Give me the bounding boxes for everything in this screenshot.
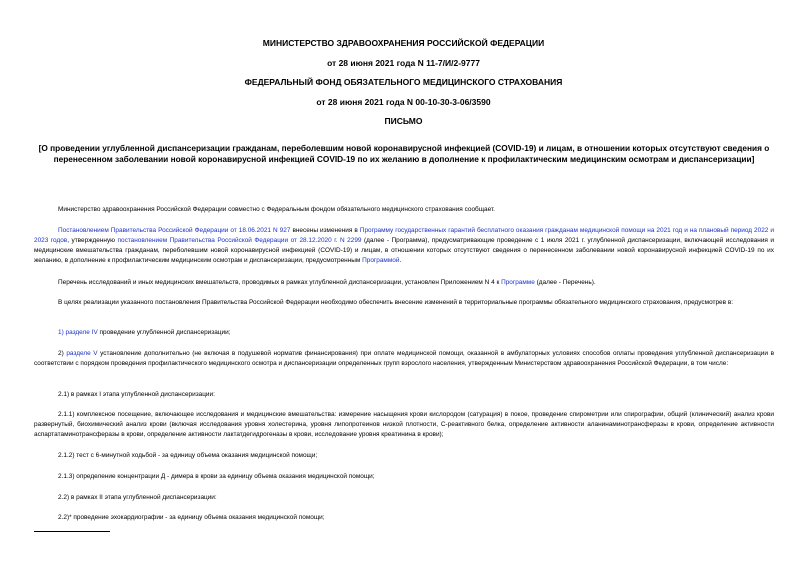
paragraph-text: 2.1.3) определение концентрации Д - димера в крови за единицу объема оказания медицинской помощи; bbox=[58, 473, 375, 480]
paragraph-text: . bbox=[399, 257, 402, 264]
fund-date: от 28 июня 2021 года N 00-10-30-3-06/3590 bbox=[316, 97, 491, 107]
paragraph-item-2-1-2 bbox=[34, 451, 774, 461]
paragraph-text: Министерство здравоохранения Российской Федерации совместно с Федеральным фондом обязательного медицинского страхования сообщает. bbox=[58, 206, 495, 213]
paragraph-text: 2.2)* проведение эхокардиографии - за единицу объема оказания медицинской помощи; bbox=[58, 514, 325, 521]
paragraph-intro bbox=[34, 205, 774, 215]
program-appendix-link[interactable]: Программе bbox=[501, 279, 535, 286]
paragraph-item-2 bbox=[34, 349, 774, 369]
paragraph-purpose bbox=[34, 298, 774, 308]
paragraph-item-2-2 bbox=[34, 493, 774, 503]
paragraph-text: В целях реализации указанного постановления Правительства Российской Федерации необходимо обеспечить внесение изменений в территориальные программы обязательного медицинского страхования, предусмотрев в: bbox=[58, 299, 734, 306]
decree-927-link[interactable]: Постановлением Правительства Российской Федерации от 18.06.2021 N 927 bbox=[58, 227, 291, 234]
paragraph-item-2-1-3 bbox=[34, 472, 774, 482]
ministry-heading: МИНИСТЕРСТВО ЗДРАВООХРАНЕНИЯ РОССИЙСКОЙ ФЕДЕРАЦИИ bbox=[262, 38, 545, 48]
decree-2299-link[interactable]: постановлением Правительства Российской Федерации от 28.12.2020 г. N 2299 bbox=[117, 237, 362, 244]
paragraph-text: (далее - Перечень). bbox=[534, 279, 596, 286]
paragraph-text: (далее - Программа), предусматривающие проведение с 1 июля 2021 г. углубленной диспансеризации, включающей исследования и медицинские вмешательства гражданам, переболевшим новой коронавирусной инфекцией (COVID-19) и лицам, в отношении которых отсутствуют сведения о перенесенном заболевании новой коронавирусной инфекцией COVID-19 по их желанию, в дополнение к профилактическим медицинским осмотрам и диспансеризации, предусмотренным bbox=[34, 237, 775, 264]
paragraph-text: 2) bbox=[58, 350, 67, 357]
paragraph-text: , утвержденную bbox=[67, 237, 118, 244]
fund-heading: ФЕДЕРАЛЬНЫЙ ФОНД ОБЯЗАТЕЛЬНОГО МЕДИЦИНСКОГО СТРАХОВАНИЯ bbox=[244, 77, 563, 87]
document-type: ПИСЬМО bbox=[384, 116, 423, 126]
paragraph-item-2-1 bbox=[34, 390, 774, 400]
document-title: [О проведении углубленной диспансеризации гражданам, переболевшим новой коронавирусной инфекцией (COVID-19) и лицам, в отношении которых отсутствуют сведения о перенесенном заболевании новой коронавирусной инфекцией COVID-19 по их желанию в дополнение к профилактическим медицинским осмотрам и диспансеризации] bbox=[38, 143, 770, 165]
paragraph-text: внесены изменения в bbox=[290, 227, 360, 234]
footnote-divider bbox=[34, 531, 110, 532]
paragraph-item-2-1-1 bbox=[34, 410, 774, 440]
paragraph-item-1 bbox=[34, 328, 774, 338]
paragraph-text: установление дополнительно (не включая в подушевой норматив финансирования) при оплате медицинской помощи, оказанной в амбулаторных условиях способов оплаты проведения углубленной диспансеризации в соответствии с порядком проведения профилактического медицинского осмотра и диспансеризации определенных групп взрослого населения, утвержденным Министерством здравоохранения Российской Федерации, в том числе: bbox=[34, 350, 774, 367]
ministry-date: от 28 июня 2021 года N 11-7/И/2-9777 bbox=[327, 58, 480, 68]
section-v-link[interactable]: разделе V bbox=[66, 350, 98, 357]
paragraph-text: 2.1) в рамках I этапа углубленной диспансеризации: bbox=[58, 391, 215, 398]
paragraph-text: 2.2) в рамках II этапа углубленной диспансеризации: bbox=[58, 494, 217, 501]
program-guarantees-link[interactable]: Программу государственных гарантий бесплатного оказания гражданам медицинской помощи на 2021 год и на плановый период 2022 и 2023 годов bbox=[34, 227, 775, 244]
program-link[interactable]: Программой bbox=[362, 257, 400, 264]
paragraph-text: 2.1.1) комплексное посещение, включающее исследования и медицинские вмешательства: измерение насыщения крови кислородом (сатурация) в покое, проведение спирометрии или спирографии, общий (клинический) анализ крови развернутый, биохимический анализ крови (включая исследования уровня холестерина, уровня липопротеинов низкой плотности, С-реактивного белка, определение активности аланинаминотрансферазы в крови, определение активности аспартатаминотрансферазы в крови, определение активности лактатдегидрогеназы в крови, исследование уровня креатинина в крови); bbox=[34, 411, 774, 438]
paragraph-text: проведение углубленной диспансеризации; bbox=[97, 329, 231, 336]
paragraph-text: 2.1.2) тест с 6-минутной ходьбой - за единицу объема оказания медицинской помощи; bbox=[58, 452, 318, 459]
section-iv-link[interactable]: 1) разделе IV bbox=[58, 329, 98, 336]
paragraph-item-2-2-star bbox=[34, 513, 774, 523]
paragraph-changes bbox=[34, 226, 774, 266]
paragraph-text: Перечень исследований и иных медицинских вмешательств, проводимых в рамках углубленной диспансеризации, установлен Приложением N 4 к bbox=[58, 279, 502, 286]
paragraph-list bbox=[34, 278, 774, 288]
